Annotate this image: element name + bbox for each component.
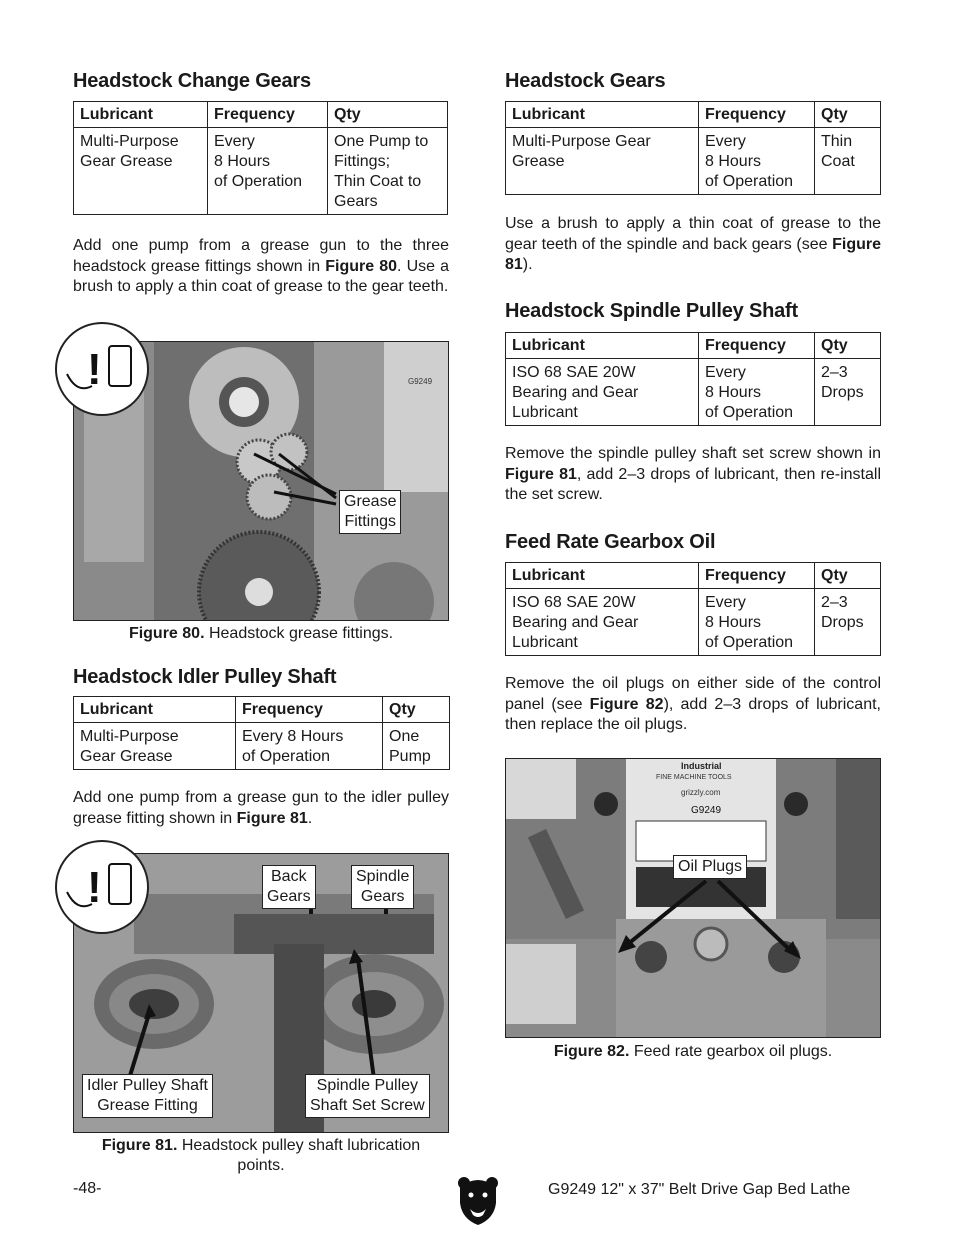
figure-82-caption: Figure 82. Feed rate gearbox oil plugs. bbox=[553, 1043, 833, 1060]
cell-qty: One Pump bbox=[383, 723, 450, 770]
gearbox-control-panel-illustration bbox=[506, 759, 880, 1037]
spindle-pulley-text: Remove the spindle pulley shaft set screw shown in Figure 81, add 2–3 drops of lubricant, then re-install the set screw. bbox=[505, 445, 881, 503]
cell-lubricant: ISO 68 SAE 20W Bearing and Gear Lubricant bbox=[506, 589, 699, 656]
cell-frequency: Every 8 Hours of Operation bbox=[699, 359, 815, 426]
fig82-brand-text: Industrial bbox=[681, 761, 722, 771]
fig82-model-text: G9249 bbox=[691, 805, 722, 816]
idler-pulley-title: Headstock Idler Pulley Shaft bbox=[73, 666, 337, 688]
spindle-pulley-table bbox=[505, 332, 881, 426]
cell-lubricant: Multi-Purpose Gear Grease bbox=[74, 723, 236, 770]
cell-frequency: Every 8 Hours of Operation bbox=[236, 723, 383, 770]
idler-grease-fitting-callout: Idler Pulley Shaft Grease Fitting bbox=[82, 1074, 213, 1118]
headstock-gears-text: Use a brush to apply a thin coat of grease to the gear teeth of the spindle and back gears (see Figure 81). bbox=[505, 215, 881, 273]
unplug-warning-icon bbox=[55, 840, 149, 934]
col-qty: Qty bbox=[383, 697, 450, 723]
fig82-site-text: grizzly.com bbox=[681, 788, 721, 797]
cell-frequency: Every 8 Hours of Operation bbox=[208, 128, 328, 215]
col-lubricant: Lubricant bbox=[74, 697, 236, 723]
cell-qty: One Pump to Fittings; Thin Coat to Gears bbox=[328, 128, 448, 215]
change-gears-table bbox=[73, 101, 448, 215]
cell-lubricant: ISO 68 SAE 20W Bearing and Gear Lubricant bbox=[506, 359, 699, 426]
change-gears-title: Headstock Change Gears bbox=[73, 70, 311, 92]
figure-80-caption: Figure 80. Headstock grease fittings. bbox=[128, 625, 394, 642]
spindle-set-screw-callout: Spindle Pulley Shaft Set Screw bbox=[305, 1074, 430, 1118]
feed-rate-table bbox=[505, 562, 881, 656]
col-lubricant: Lubricant bbox=[506, 563, 699, 589]
figure-82-photo bbox=[505, 758, 881, 1038]
svg-text:!: ! bbox=[87, 345, 102, 394]
col-qty: Qty bbox=[815, 563, 881, 589]
col-qty: Qty bbox=[815, 333, 881, 359]
feed-rate-title: Feed Rate Gearbox Oil bbox=[505, 531, 716, 553]
col-lubricant: Lubricant bbox=[74, 102, 208, 128]
col-frequency: Frequency bbox=[699, 563, 815, 589]
fig80-model-text: G9249 bbox=[408, 377, 433, 386]
cell-qty: Thin Coat bbox=[815, 128, 881, 195]
cell-frequency: Every 8 Hours of Operation bbox=[699, 128, 815, 195]
idler-pulley-table bbox=[73, 696, 450, 770]
oil-plugs-callout: Oil Plugs bbox=[673, 855, 747, 879]
change-gears-text: Add one pump from a grease gun to the three headstock grease fittings shown in Figure 80. Use a brush to apply a thin coat of grease to the gear teeth. bbox=[73, 237, 450, 295]
cell-lubricant: Multi-Purpose Gear Grease bbox=[506, 128, 699, 195]
col-frequency: Frequency bbox=[699, 333, 815, 359]
svg-text:!: ! bbox=[87, 863, 102, 912]
back-gears-callout: Back Gears bbox=[262, 865, 316, 909]
feed-rate-text: Remove the oil plugs on either side of the control panel (see Figure 82), add 2–3 drops of lubricant, then replace the oil plugs. bbox=[505, 675, 881, 733]
unplug-warning-icon bbox=[55, 322, 149, 416]
page-number: -48- bbox=[73, 1180, 102, 1197]
col-frequency: Frequency bbox=[236, 697, 383, 723]
grizzly-bear-logo bbox=[456, 1175, 500, 1225]
idler-pulley-text: Add one pump from a grease gun to the idler pulley grease fitting shown in Figure 81. bbox=[73, 789, 449, 827]
cell-qty: 2–3 Drops bbox=[815, 589, 881, 656]
col-lubricant: Lubricant bbox=[506, 102, 699, 128]
spindle-gears-callout: Spindle Gears bbox=[351, 865, 414, 909]
col-qty: Qty bbox=[328, 102, 448, 128]
headstock-gears-table bbox=[505, 101, 881, 195]
spindle-pulley-title: Headstock Spindle Pulley Shaft bbox=[505, 300, 798, 322]
footer-title: G9249 12" x 37" Belt Drive Gap Bed Lathe bbox=[548, 1181, 851, 1198]
headstock-gears-title: Headstock Gears bbox=[505, 70, 666, 92]
col-qty: Qty bbox=[815, 102, 881, 128]
col-frequency: Frequency bbox=[208, 102, 328, 128]
figure-81-caption: Figure 81. Headstock pulley shaft lubrication points. bbox=[101, 1137, 421, 1174]
grease-fittings-callout: Grease Fittings bbox=[339, 490, 401, 534]
col-frequency: Frequency bbox=[699, 102, 815, 128]
cell-frequency: Every 8 Hours of Operation bbox=[699, 589, 815, 656]
cell-lubricant: Multi-Purpose Gear Grease bbox=[74, 128, 208, 215]
fig82-sub-text: FINE MACHINE TOOLS bbox=[656, 774, 732, 781]
col-lubricant: Lubricant bbox=[506, 333, 699, 359]
cell-qty: 2–3 Drops bbox=[815, 359, 881, 426]
